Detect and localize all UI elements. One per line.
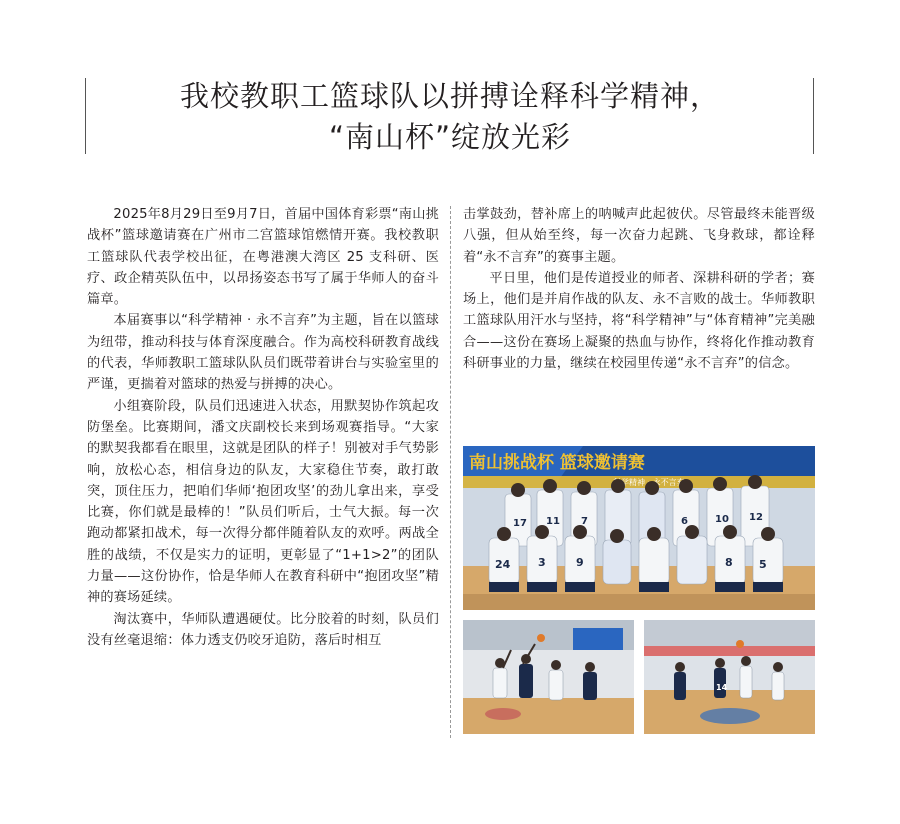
basketball [537, 634, 545, 642]
team-photo-illustration [463, 446, 815, 610]
jersey-number: 10 [715, 514, 729, 525]
jersey-number: 6 [681, 516, 688, 527]
title-right-rule [813, 78, 814, 154]
paragraph: 2025年8月29日至9月7日，首届中国体育彩票“南山挑战杯”篮球邀请赛在广州市二宫篮球馆燃情开赛。我校教职工篮球队代表学校出征，在粤港澳大湾区 25 支科研、医疗、政企精英队伍中，以昂扬姿态书写了属于华师人的奋斗篇章。 [87, 207, 439, 308]
jersey-number: 24 [495, 558, 511, 571]
title-left-rule [85, 78, 86, 154]
game-photo-1-illustration [463, 620, 634, 734]
jersey-number: 8 [725, 556, 733, 569]
jersey-number: 3 [538, 556, 546, 569]
jersey-number: 11 [546, 516, 560, 527]
jersey-number: 14 [716, 683, 728, 692]
article-column-right [463, 204, 815, 374]
team-group-photo [463, 446, 815, 610]
jersey-number: 17 [513, 518, 527, 529]
article-title [96, 76, 804, 158]
title-line-2: “南山杯”绽放光彩 [328, 120, 572, 154]
paragraph: 淘汰赛中，华师队遭遇硬仗。比分胶着的时刻，队员们没有丝毫退缩：体力透支仍咬牙追防，落后时相互 [87, 611, 439, 648]
jersey-number: 7 [581, 516, 588, 527]
paragraph-continued: 击掌鼓劲，替补席上的呐喊声此起彼伏。尽管最终未能晋级八强，但从始至终，每一次奋力起跳、飞身救球，都诠释着“永不言弃”的赛事主题。 [463, 207, 815, 265]
paragraph: 小组赛阶段，队员们迅速进入状态，用默契协作筑起攻防堡垒。比赛期间，潘文庆副校长来到场观赛指导。“大家的默契我都看在眼里，这就是团队的样子！别被对手气势影响，放松心态，相信身边的队友，大家稳住节奏，敢打敢突，顶住压力，把咱们华师‘抱团攻坚’的劲儿拿出来，享受比赛，你们就是最棒的！”队员们听后，士气大振。每一次跑动都紧扣战术，每一次得分都伴随着队友的欢呼。两战全胜的战绩，不仅是实力的证明，更彰显了“1+1>2”的团队力量——这份协作，恰是华师人在教育科研中“抱团攻坚”精神的赛场延续。 [87, 398, 439, 606]
column-divider [450, 206, 451, 738]
paragraph: 平日里，他们是传道授业的师者、深耕科研的学者；赛场上，他们是并肩作战的队友、永不言败的战士。华师教职工篮球队用汗水与坚持，将“科学精神”与“体育精神”完美融合——这份在赛场上凝聚的热血与协作，终将化作推动教育科研事业的力量，继续在校园里传递“永不言弃”的信念。 [463, 270, 815, 372]
article-column-left [87, 204, 439, 651]
title-line-1: 我校教职工篮球队以拼搏诠释科学精神， [179, 79, 720, 113]
game-action-photo-2 [644, 620, 815, 734]
banner-text: 南山挑战杯 篮球邀请赛 [469, 453, 645, 473]
jersey-number: 5 [759, 558, 767, 571]
banner-slogan: 科学精神 永不言弃 [613, 478, 685, 487]
game-action-photo-1 [463, 620, 634, 734]
jersey-number: 9 [576, 556, 584, 569]
game-photo-2-illustration [644, 620, 815, 734]
jersey-number: 12 [749, 512, 763, 523]
basketball [736, 640, 744, 648]
paragraph: 本届赛事以“科学精神 · 永不言弃”为主题，旨在以篮球为纽带，推动科技与体育深度融合。作为高校科研教育战线的代表，华师教职工篮球队队员们既带着讲台与实验室里的严谨，更揣着对篮球的热爱与拼搏的决心。 [87, 313, 439, 393]
